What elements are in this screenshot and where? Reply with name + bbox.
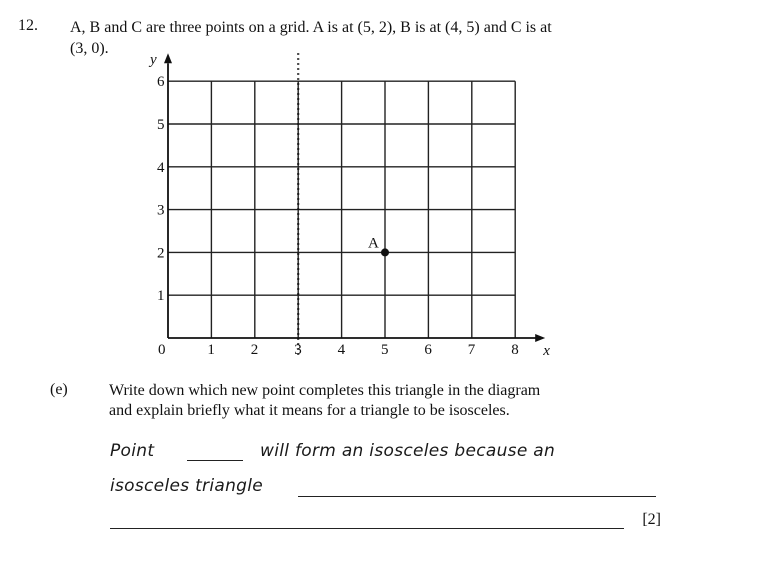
y-tick-label: 1 <box>157 288 165 305</box>
answer-line-2[interactable] <box>110 528 624 529</box>
x-tick-label: 2 <box>250 342 259 358</box>
x-tick-label: 0 <box>158 342 166 358</box>
y-tick-label: 6 <box>157 74 165 91</box>
question-number: 12. <box>18 17 38 34</box>
part-instructions <box>109 381 669 421</box>
instruction-line-1: Write down which new point completes this triangle in the diagram <box>109 382 541 399</box>
y-axis-arrow <box>164 53 172 63</box>
answer-line-1[interactable] <box>298 496 656 497</box>
instruction-line-2: and explain briefly what it means for a triangle to be isosceles. <box>109 402 510 419</box>
point-a <box>381 248 389 256</box>
answer-text-isosceles: will form an isosceles because an <box>260 441 556 461</box>
y-tick-label: 5 <box>157 117 165 133</box>
answer-text-triangle: isosceles triangle <box>110 476 264 496</box>
answer-blank-point[interactable] <box>187 460 243 461</box>
grid-lines <box>168 81 515 338</box>
y-tick-label: 4 <box>157 159 165 176</box>
y-axis-label: y <box>150 52 157 69</box>
part-label: (e) <box>50 381 68 398</box>
y-tick-label: 3 <box>157 202 165 219</box>
x-tick-label: 4 <box>337 342 346 358</box>
x-tick-label: 8 <box>511 342 519 358</box>
axes <box>148 52 550 359</box>
answer-word-point: Point <box>110 441 155 461</box>
x-tick-label: 5 <box>381 342 389 358</box>
x-axis-label: x <box>543 343 550 359</box>
y-tick-label: 2 <box>157 245 165 262</box>
question-text-line-1: A, B and C are three points on a grid. A is at (5, 2), B is at (4, 5) and C is at <box>70 19 552 36</box>
question-text-line-2: (3, 0). <box>70 40 109 57</box>
plotted-points <box>368 235 389 256</box>
x-tick-label: 3 <box>294 342 302 358</box>
x-tick-label: 1 <box>207 342 215 358</box>
x-tick-label: 7 <box>467 342 476 358</box>
x-axis-arrow <box>535 334 545 342</box>
marks-allocation: [2] <box>642 511 661 528</box>
x-tick-label: 6 <box>424 342 432 358</box>
point-label-a: A <box>368 235 379 252</box>
